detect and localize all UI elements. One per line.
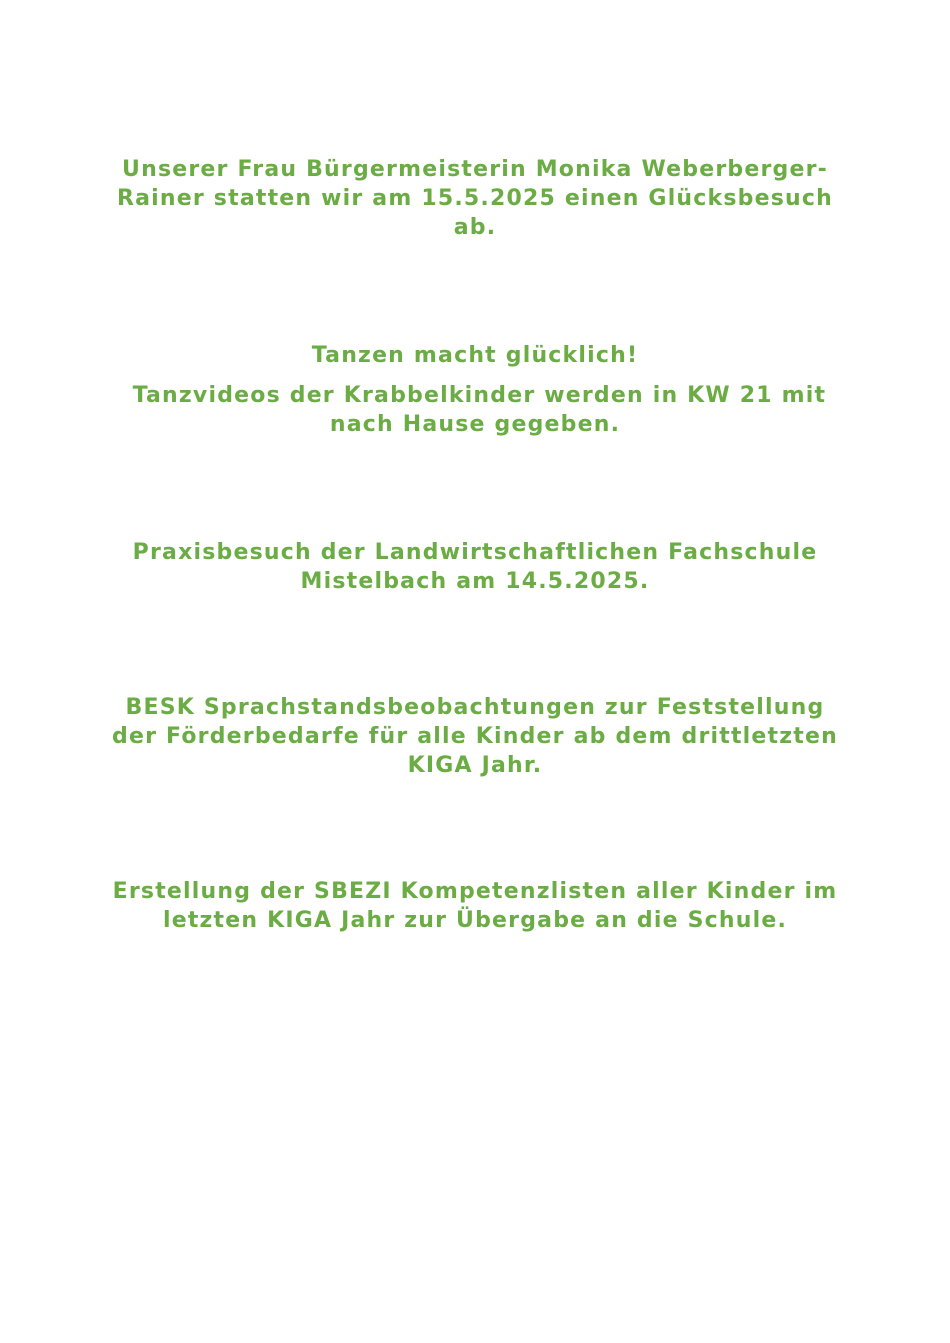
text-line: BESK Sprachstandsbeobachtungen zur Feststellung <box>125 695 825 720</box>
text-line: Erstellung der SBEZI Kompetenzlisten aller Kinder im <box>112 879 838 904</box>
text-line: Mistelbach am 14.5.2025. <box>300 569 650 594</box>
paragraph-besk <box>100 693 850 780</box>
text-line: KIGA Jahr. <box>407 753 543 778</box>
text-line: Praxisbesuch der Landwirtschaftlichen Fachschule <box>132 540 818 565</box>
paragraph-mayor-visit <box>100 155 850 242</box>
text-line: ab. <box>453 215 497 240</box>
paragraph-school-visit <box>100 538 850 596</box>
text-line: letzten KIGA Jahr zur Übergabe an die Schule. <box>162 908 788 933</box>
text-line: Unserer Frau Bürgermeisterin Monika Weberberger- <box>122 157 828 182</box>
text-line: nach Hause gegeben. <box>329 412 621 437</box>
paragraph-heading: Tanzen macht glücklich! <box>311 343 639 368</box>
paragraph-dance <box>100 341 850 439</box>
text-line: Rainer statten wir am 15.5.2025 einen Glücksbesuch <box>116 186 833 211</box>
text-line: Tanzvideos der Krabbelkinder werden in KW 21 mit <box>123 383 827 408</box>
paragraph-sbezi <box>100 877 850 935</box>
text-line: der Förderbedarfe für alle Kinder ab dem drittletzten <box>112 724 838 749</box>
